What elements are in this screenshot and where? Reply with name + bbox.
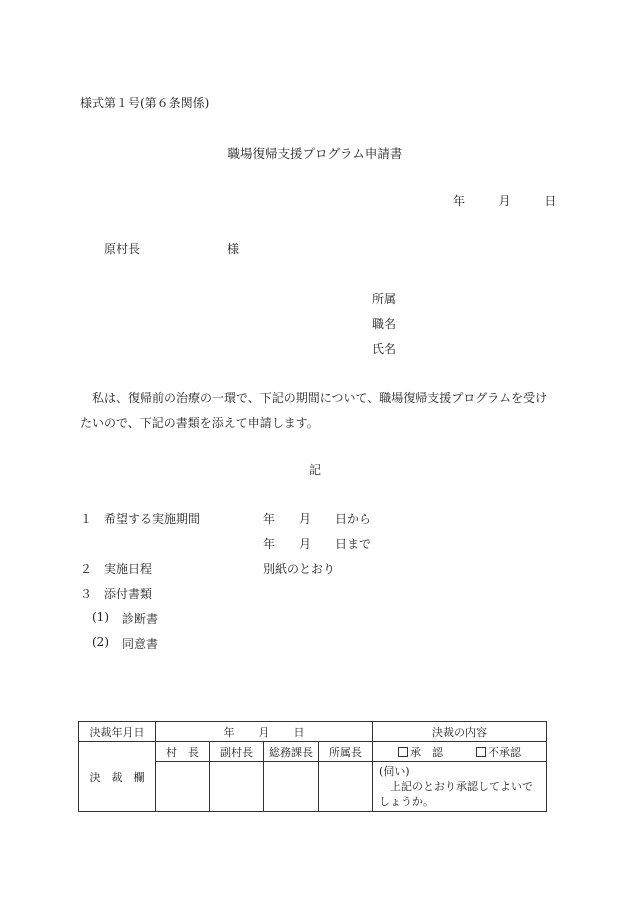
approve-label: 承 認 xyxy=(410,745,443,759)
period-to-year: 年 xyxy=(263,537,276,551)
approver-deputy-mayor: 副村長 xyxy=(210,742,264,762)
attachment-1-number: (1) xyxy=(92,610,109,624)
form-number: 様式第１号(第６条関係) xyxy=(80,96,210,110)
decision-date-day: 日 xyxy=(293,725,305,739)
content-header: 決裁の内容 xyxy=(373,722,547,742)
approver-mayor: 村 長 xyxy=(156,742,210,762)
attachment-1-label: 診断書 xyxy=(122,612,159,626)
document-title: 職場復帰支援プログラム申請書 xyxy=(227,146,403,161)
period-from-year: 年 xyxy=(263,512,276,526)
body-paragraph: 私は、復帰前の治療の一環で、下記の期間について、職場復帰支援プログラムを受けたいので、下記の書類を添えて申請します。 xyxy=(80,391,548,430)
item-2-value: 別紙のとおり xyxy=(263,562,336,576)
addressee-name: 原村長 xyxy=(104,242,141,256)
item-1-label: 希望する実施期間 xyxy=(104,512,201,526)
item-3-label: 添付書類 xyxy=(104,587,153,601)
attachment-2-number: (2) xyxy=(92,635,109,649)
period-to xyxy=(263,535,371,552)
inquiry-note xyxy=(373,762,547,812)
stamp-department-head xyxy=(319,762,373,812)
period-to-suffix: 日まで xyxy=(335,537,372,551)
period-to-month: 月 xyxy=(299,537,312,551)
kessai-table xyxy=(78,721,547,812)
applicant-name-label: 氏名 xyxy=(372,342,397,356)
approver-department-head: 所属長 xyxy=(319,742,373,762)
date-year: 年 xyxy=(453,194,466,208)
decision-date-month: 月 xyxy=(258,725,270,739)
stamp-deputy-mayor xyxy=(210,762,264,812)
decision-date-label: 決裁年月日 xyxy=(79,722,156,742)
date-month: 月 xyxy=(498,194,511,208)
ki-heading: 記 xyxy=(308,463,321,477)
period-from xyxy=(263,510,371,527)
reject-label: 不承認 xyxy=(488,745,521,759)
item-1-number: １ xyxy=(80,512,93,526)
reject-checkbox[interactable] xyxy=(476,747,486,757)
inquiry-label: (伺い) xyxy=(379,765,410,778)
kessai-ran-label: 決 裁 欄 xyxy=(79,742,156,812)
period-from-suffix: 日から xyxy=(335,512,372,526)
item-2-number: ２ xyxy=(80,562,93,576)
date-day: 日 xyxy=(544,194,557,208)
approver-general-affairs-chief: 総務課長 xyxy=(264,742,319,762)
stamp-mayor xyxy=(156,762,210,812)
attachment-2-label: 同意書 xyxy=(122,637,159,651)
applicant-affiliation-label: 所属 xyxy=(372,292,397,306)
approve-checkbox[interactable] xyxy=(398,747,408,757)
date-line xyxy=(453,192,556,209)
inquiry-text: 上記のとおり承認してよいでしょうか。 xyxy=(379,780,533,808)
applicant-position-label: 職名 xyxy=(372,317,397,331)
approval-options xyxy=(373,742,547,762)
item-3-number: ３ xyxy=(80,587,93,601)
stamp-general-affairs-chief xyxy=(264,762,319,812)
period-from-month: 月 xyxy=(299,512,312,526)
decision-date-field xyxy=(156,722,373,742)
item-2-label: 実施日程 xyxy=(104,562,153,576)
decision-date-year: 年 xyxy=(223,725,235,739)
addressee-honorific: 様 xyxy=(227,242,240,256)
